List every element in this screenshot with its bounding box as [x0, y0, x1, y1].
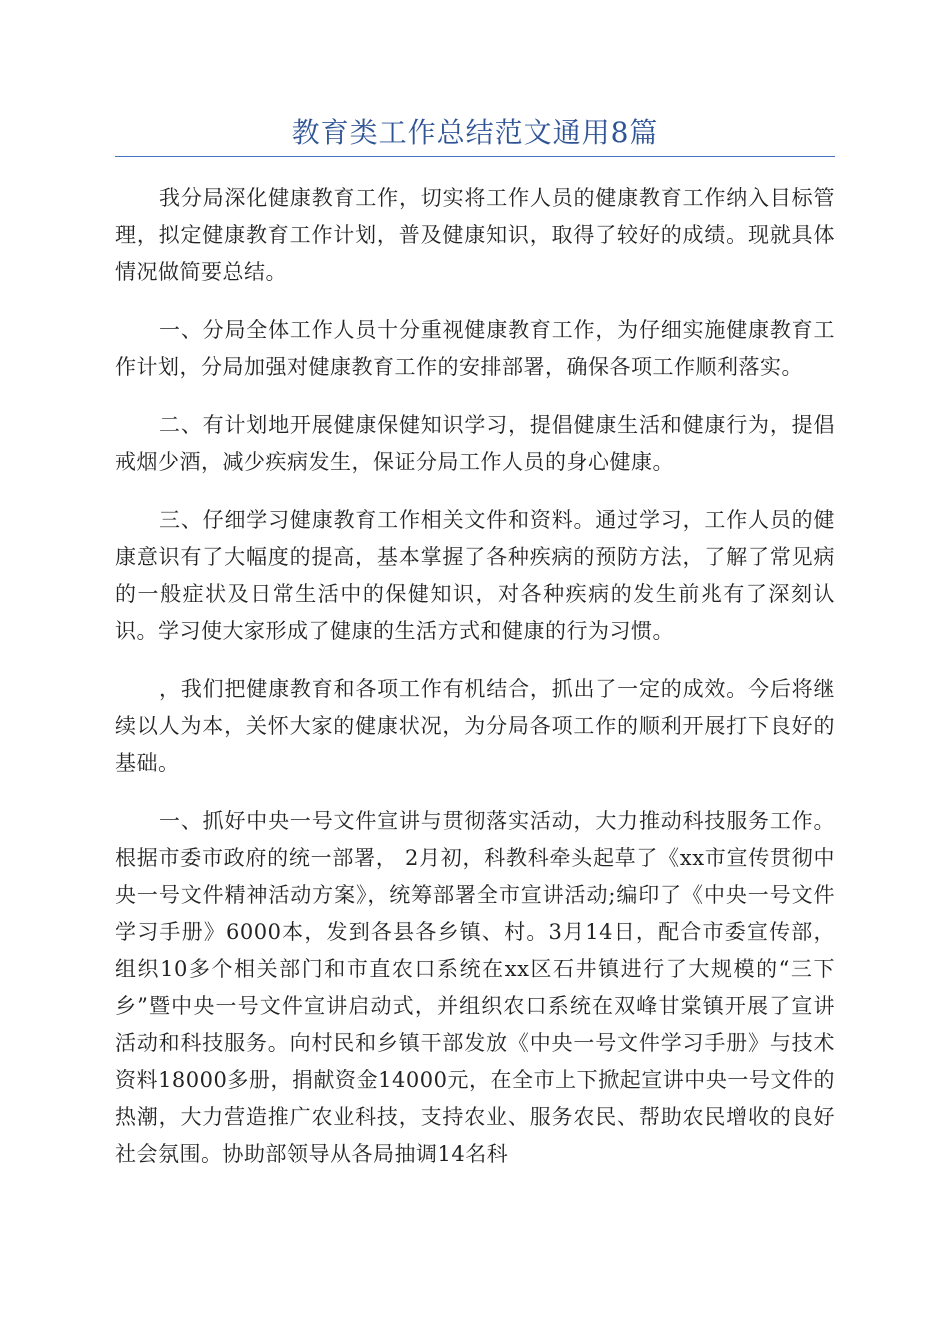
title-underline: [115, 156, 835, 157]
paragraph-point-1: 一、分局全体工作人员十分重视健康教育工作，为仔细实施健康教育工作计划，分局加强对健康教育工作的安排部署，确保各项工作顺利落实。: [115, 318, 835, 379]
paragraph-point-2: 二、有计划地开展健康保健知识学习，提倡健康生活和健康行为，提倡戒烟少酒，减少疾病发生，保证分局工作人员的身心健康。: [115, 413, 835, 474]
paragraph-conclusion: ，我们把健康教育和各项工作有机结合，抓出了一定的成效。今后将继续以人为本，关怀大家的健康状况，为分局各项工作的顺利开展打下良好的基础。: [115, 677, 835, 775]
document-title: 教育类工作总结范文通用8篇: [291, 116, 659, 149]
document-body: [115, 180, 835, 1194]
paragraph-point-3: 三、仔细学习健康教育工作相关文件和资料。通过学习，工作人员的健康意识有了大幅度的提高，基本掌握了各种疾病的预防方法，了解了常见病的一般症状及日常生活中的保健知识，对各种疾病的发生前兆有了深刻认识。学习使大家形成了健康的生活方式和健康的行为习惯。: [115, 508, 835, 643]
paragraph-intro: 我分局深化健康教育工作，切实将工作人员的健康教育工作纳入目标管理，拟定健康教育工作计划，普及健康知识，取得了较好的成绩。现就具体情况做简要总结。: [115, 186, 835, 284]
paragraph-second-summary: 一、抓好中央一号文件宣讲与贯彻落实活动，大力推动科技服务工作。根据市委市政府的统一部署， 2月初，科教科牵头起草了《xx市宣传贯彻中央一号文件精神活动方案》，统筹部署全市宣讲活动;编印了《中央一号文件学习手册》6000本，发到各县各乡镇、村。3月14日，配合市委宣传部，组织10多个相关部门和市直农口系统在xx区石井镇进行了大规模的“三下乡”暨中央一号文件宣讲启动式，并组织农口系统在双峰甘棠镇开展了宣讲活动和科技服务。向村民和乡镇干部发放《中央一号文件学习手册》与技术资料18000多册，捐献资金14000元，在全市上下掀起宣讲中央一号文件的热潮，大力营造推广农业科技，支持农业、服务农民、帮助农民增收的良好社会氛围。协助部领导从各局抽调14名科: [115, 809, 835, 1166]
